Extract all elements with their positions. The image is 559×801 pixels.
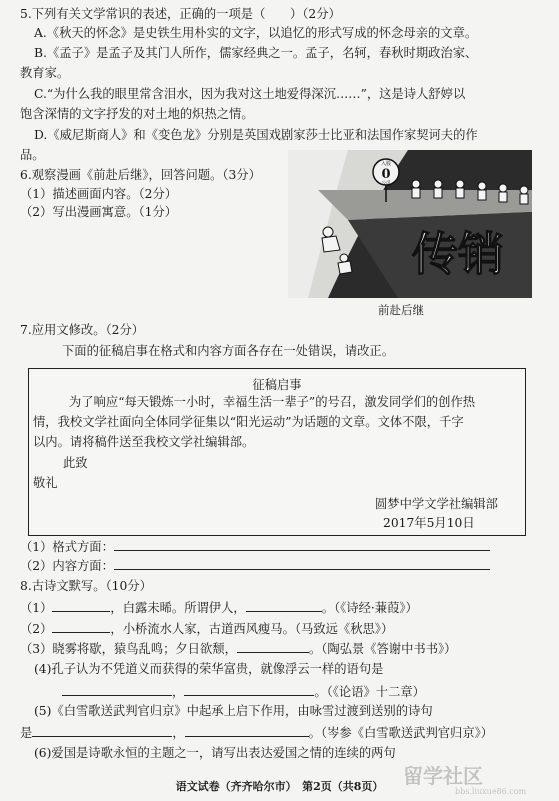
q7-answer-format-blank[interactable] <box>114 538 490 551</box>
q7-answer-content-label: （2）内容方面： <box>20 559 114 573</box>
q7-stem: 7.应用文修改。（2分） <box>20 323 145 337</box>
q8-l1-blank2[interactable] <box>246 599 322 612</box>
q7-answer-content <box>20 557 490 574</box>
q8-l1-blank1[interactable] <box>52 599 110 612</box>
q8-l3-blank1[interactable] <box>237 640 309 653</box>
notice-cizhi: 此致 <box>63 456 88 470</box>
q6-sub1: （1）描述画面内容。（2分） <box>20 187 178 201</box>
cartoon-banner-text: 传销 <box>412 227 504 281</box>
q8-line1 <box>20 599 418 616</box>
q8-l5-source: 。（岑参《白雪歌送武判官归京》） <box>308 726 494 740</box>
q8-l5-blank1[interactable] <box>32 724 172 737</box>
q5-option-c: C.“为什么我的眼里常含泪水，因为我对这土地爱得深沉……”，这是诗人舒婷以 <box>34 87 466 101</box>
cartoon-sign-top: 入股 <box>380 161 392 167</box>
q8-l3-source: 。（陶弘景《答谢中书书》） <box>308 642 457 656</box>
page-footer: 语文试卷（齐齐哈尔市） 第2页（共8页） <box>175 780 384 793</box>
q8-line5a: (5)《白雪歌送武判官归京》中起承上启下作用，由咏雪过渡到送别的诗句 <box>34 704 433 718</box>
q8-l1-text: ，白露未晞。所谓伊人， <box>110 601 246 615</box>
notice-title: 征稿启事 <box>252 378 302 392</box>
cartoon-drawing <box>288 150 532 298</box>
q8-line2 <box>20 620 393 637</box>
q8-l5-comma: ， <box>172 726 185 740</box>
q8-l2-text: ，小桥流水人家，古道西风瘦马。（马致远《秋思》） <box>110 622 394 636</box>
q8-l2-blank1[interactable] <box>52 620 110 633</box>
q8-l5-shi: 是 <box>20 726 33 740</box>
q8-line3 <box>20 640 456 657</box>
q5-option-b-cont: 教育家。 <box>20 66 70 80</box>
cartoon-image <box>288 150 532 298</box>
q6-stem: 6.观察漫画《前赴后继》，回答问题。（3分） <box>20 168 261 182</box>
q8-l5-blank2[interactable] <box>185 724 309 737</box>
q8-line5b <box>20 724 493 741</box>
notice-date: 2017年5月10日 <box>383 516 475 530</box>
notice-signer: 圆梦中学文学社编辑部 <box>375 497 498 511</box>
q8-l4-blank2[interactable] <box>184 683 314 696</box>
q5-option-d: D.《威尼斯商人》和《变色龙》分别是英国戏剧家莎士比亚和法国作家契诃夫的作 <box>34 128 478 142</box>
watermark-text: 留学社区 <box>403 764 483 788</box>
notice-para-line1: 为了响应“每天锻炼一小时，幸福生活一辈子”的号召，激发同学们的创作热 <box>69 395 476 409</box>
q8-l2-num: （2） <box>20 622 53 636</box>
notice-box <box>28 368 526 536</box>
notice-para-line2: 情，我校文学社面向全体同学征集以“阳光运动”为话题的文章。文体不限，千字 <box>33 415 464 429</box>
q8-line4b <box>62 683 425 700</box>
q8-l4-source: 。（《论语》十二章） <box>314 685 425 699</box>
q7-answer-content-blank[interactable] <box>114 557 490 570</box>
q8-l3-text: （3）晓雾将歇，猿鸟乱鸣；夕日欲颓， <box>20 642 237 656</box>
watermark-url: bbs.liuxue86.com <box>455 787 527 796</box>
q8-l1-source: 。（《诗经·蒹葭》） <box>321 601 418 615</box>
q7-intro: 下面的征稿启事在格式和内容方面各存在一处错误，请改正。 <box>62 344 395 358</box>
q6-sub2: （2）写出漫画寓意。（1分） <box>20 205 178 219</box>
q8-l4-blank1[interactable] <box>62 683 172 696</box>
notice-para-line3: 以内。请将稿件送至我校文学社编辑部。 <box>33 435 255 449</box>
q8-l4-comma: ， <box>172 685 185 699</box>
cartoon-sign-zero: 0 <box>381 167 391 182</box>
q5-option-d-cont: 品。 <box>20 148 45 162</box>
q7-answer-format <box>20 538 490 555</box>
q5-option-a: A.《秋天的怀念》是史铁生用朴实的文字，以追忆的形式写成的怀念母亲的文章。 <box>34 26 478 40</box>
q8-line6: (6)爱国是诗歌永恒的主题之一，请写出表达爱国之情的连续的两句 <box>34 746 396 760</box>
notice-jingli: 敬礼 <box>33 476 58 490</box>
q5-option-b: B.《孟子》是孟子及其门人所作，儒家经典之一。孟子，名轲，春秋时期政治家、 <box>34 46 478 60</box>
cartoon-sign-bottom: 公司 <box>381 181 391 186</box>
q8-l1-num: （1） <box>20 601 53 615</box>
q7-answer-format-label: （1）格式方面： <box>20 540 114 554</box>
q5-stem: 5.下列有关文学常识的表述，正确的一项是（ ）（2分） <box>20 7 341 21</box>
watermark-logo <box>399 763 549 797</box>
q8-stem: 8.古诗文默写。（10分） <box>20 579 152 593</box>
q8-line4a: (4)孔子认为不凭道义而获得的荣华富贵，就像浮云一样的语句是 <box>34 662 384 676</box>
cartoon-caption: 前赴后继 <box>378 303 424 317</box>
q5-option-c-cont: 饱含深情的文字抒发的对土地的炽热之情。 <box>20 107 254 121</box>
